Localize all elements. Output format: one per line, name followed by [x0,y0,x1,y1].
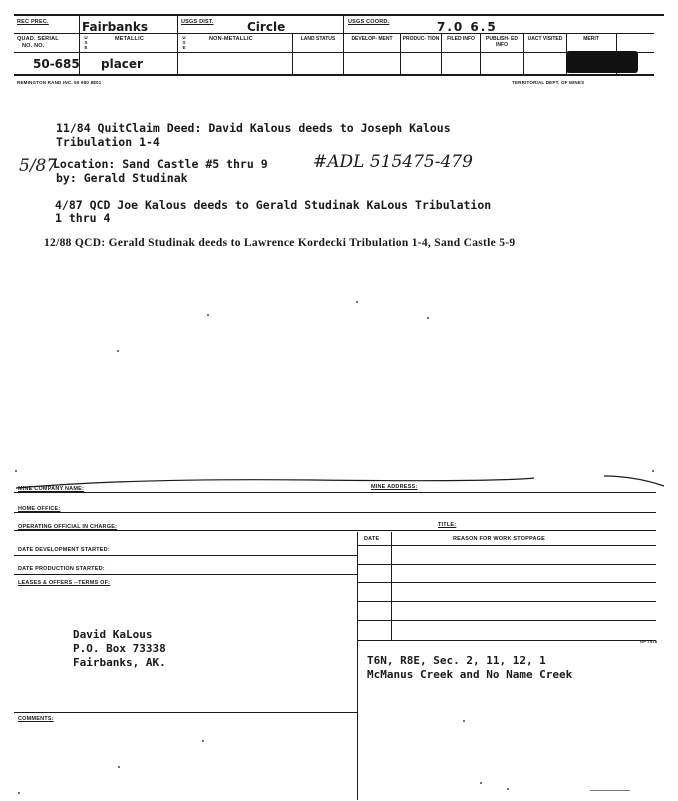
header-divider [400,33,401,74]
note-location: Location: Sand Castle #5 thru 9 [53,157,268,171]
handwritten-date: 5/87 [19,156,58,176]
owner-city: Fairbanks, AK. [73,656,166,669]
non-metallic-label: NON-METALLIC [209,36,253,42]
printer-imprint: REMINGTON RAND INC. 50 660 8801 [17,80,102,85]
header-divider [523,33,524,74]
quad-serial-label: QUAD. SERIAL [17,36,59,42]
operating-official-label: OPERATING OFFICIAL IN CHARGE: [18,524,118,530]
mine-address-label: MINE ADDRESS: [371,484,418,490]
usgs-coord-value: 7.0 6.5 [437,20,498,34]
metallic-value: placer [101,57,143,71]
stoppage-row-rule [357,620,656,621]
note-qcd-1987: 4/87 QCD Joe Kalous deeds to Gerald Studinak KaLous Tribulation [55,198,492,212]
stoppage-row-rule [357,564,656,565]
header-divider [292,33,293,74]
uact-visited-label: UACT VISITED [527,36,563,42]
form-rule [14,555,357,556]
header-row-rule-2 [14,52,654,53]
use-letters-right: U S E [182,35,186,50]
note-qcd-1988: 12/88 QCD: Gerald Studinak deeds to Lawrence Kordecki Tribulation 1-4, Sand Castle 5-9 [44,237,516,249]
form-rule [14,512,656,513]
scan-speck [118,766,120,768]
stoppage-header-rule [357,545,656,546]
merit-label: MERIT [583,36,599,42]
header-divider [480,33,481,74]
rec-prec-label: REC PREC. [17,19,49,25]
handwritten-adl-number: #ADL 515475-479 [313,152,473,172]
date-development-label: DATE DEVELOPMENT STARTED: [18,547,110,553]
filed-info-label: FILED INFO [447,36,475,42]
metallic-label: METALLIC [115,36,144,42]
stoppage-row-rule [357,640,656,641]
scan-speck [202,740,204,742]
note-qcd-1987-claims: 1 thru 4 [55,211,111,225]
quad-serial-no-label: NO. NO. [22,43,45,49]
form-rule [14,530,656,531]
form-rule [14,492,656,493]
comments-rule [14,712,357,713]
note-location-by: by: Gerald Studinak [56,171,188,185]
usgs-dist-value: Circle [247,20,286,34]
rec-prec-value: Fairbanks [82,20,148,34]
published-info-label: PUBLISH- ED INFO [486,36,518,48]
date-column-header: DATE [364,536,380,542]
comments-label: COMMENTS: [18,716,54,722]
scan-mark [590,790,630,791]
scan-speck [356,301,358,303]
date-production-label: DATE PRODUCTION STARTED: [18,566,105,572]
creek-names: McManus Creek and No Name Creek [367,668,573,681]
stoppage-row-rule [357,582,656,583]
form-code: GP 7918 [640,639,658,644]
territorial-dept-imprint: TERRITORIAL DEPT. OF MINES [512,80,585,85]
development-label: DEVELOP- MENT [351,36,393,42]
header-divider [343,14,344,74]
use-letters-left: U S E [84,35,88,50]
header-top-rule [14,14,664,16]
title-label: TITLE: [438,522,457,528]
home-office-label: HOME OFFICE: [18,506,61,512]
leases-offers-label: LEASES & OFFERS --TERMS OF: [18,580,111,586]
scan-speck [18,792,20,794]
scan-speck [427,317,429,319]
quad-serial-value: 50-685 [33,57,80,71]
mine-company-label: MINE COMPANY NAME: [18,486,85,492]
land-status-label: LAND STATUS [300,36,336,42]
usgs-dist-label: USGS DIST. [181,19,214,25]
header-divider [177,14,178,74]
township-range-section: T6N, R8E, Sec. 2, 11, 12, 1 [367,654,546,667]
scan-speck [480,782,482,784]
reason-column-header: REASON FOR WORK STOPPAGE [453,536,545,542]
header-bottom-rule [14,74,654,76]
note-quitclaim-1984: 11/84 QuitClaim Deed: David Kalous deeds to Joseph Kalous [56,121,451,135]
owner-po-box: P.O. Box 73338 [73,642,166,655]
scan-speck [507,788,509,790]
form-center-divider [357,532,358,800]
scan-speck [117,350,119,352]
note-quitclaim-1984-claims: Tribulation 1-4 [56,135,160,149]
production-label: PRODUC- TION [402,36,440,42]
stoppage-row-rule [357,601,656,602]
paper-fold-line [14,470,666,492]
scan-speck [463,720,465,722]
usgs-coord-label: USGS COORD. [348,19,390,25]
owner-name: David KaLous [73,628,153,641]
form-rule [14,574,357,575]
date-column-divider [391,532,392,640]
scan-speck [207,314,209,316]
redaction-block [566,51,638,73]
header-divider [441,33,442,74]
